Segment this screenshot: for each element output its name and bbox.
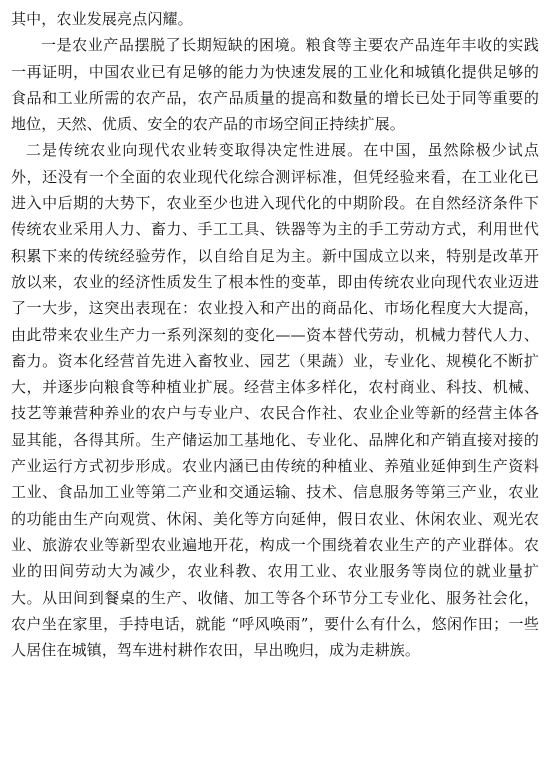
- paragraph-point-one: 一是农业产品摆脱了长期短缺的困境。粮食等主要农产品连年丰收的实践一再证明，中国农业已有足够的能力为快速发展的工业化和城镇化提供足够的食品和工业所需的农产品，农产品质量的提高和数量的增长已处于同等重要的地位，天然、优质、安全的农产品的市场空间正持续扩展。: [11, 36, 539, 134]
- paragraph-point-two: 二是传统农业向现代农业转变取得决定性进展。在中国，虽然除极少试点外，还没有一个全面的农业现代化综合测评标准，但凭经验来看，在工业化已进入中后期的大势下，农业至少也进入现代化的中期阶段。在自然经济条件下传统农业采用人力、畜力、手工工具、铁器等为主的手工劳动方式，利用世代积累下来的传统经验劳作，以自给自足为主。新中国成立以来，特别是改革开放以来，农业的经济性质发生了根本性的变革，即由传统农业向现代农业迈进了一大步，这突出表现在：农业投入和产出的商品化、市场化程度大大提高，由此带来农业生产力一系列深刻的变化——资本替代劳动，机械力替代人力、畜力。资本化经营首先进入畜牧业、园艺（果蔬）业，专业化、规模化不断扩大，并逐步向粮食等种植业扩展。经营主体多样化，农村商业、科技、机械、技艺等兼营种养业的农户与专业户、农民合作社、农业企业等新的经营主体各显其能，各得其所。生产储运加工基地化、专业化、品牌化和产销直接对接的产业运行方式初步形成。农业内涵已由传统的种植业、养殖业延伸到生产资料工业、食品加工业等第二产业和交通运输、技术、信息服务等第三产业，农业的功能由生产向观赏、休闲、美化等方向延伸，假日农业、休闲农业、观光农业、旅游农业等新型农业遍地开花，构成一个围绕着农业生产的产业群体。农业的田间劳动大为减少，农业科教、农用工业、农业服务等岗位的就业量扩大。从田间到餐桌的生产、收储、加工等各个环节分工专业化、服务社会化，农户坐在家里，手持电话，就能 “呼风唤雨”，要什么有什么，悠闲作田；一些人居住在城镇，驾车进村耕作农田，早出晚归，成为走耕族。: [11, 141, 539, 660]
- paragraph-intro: 其中，农业发展亮点闪耀。: [11, 10, 193, 28]
